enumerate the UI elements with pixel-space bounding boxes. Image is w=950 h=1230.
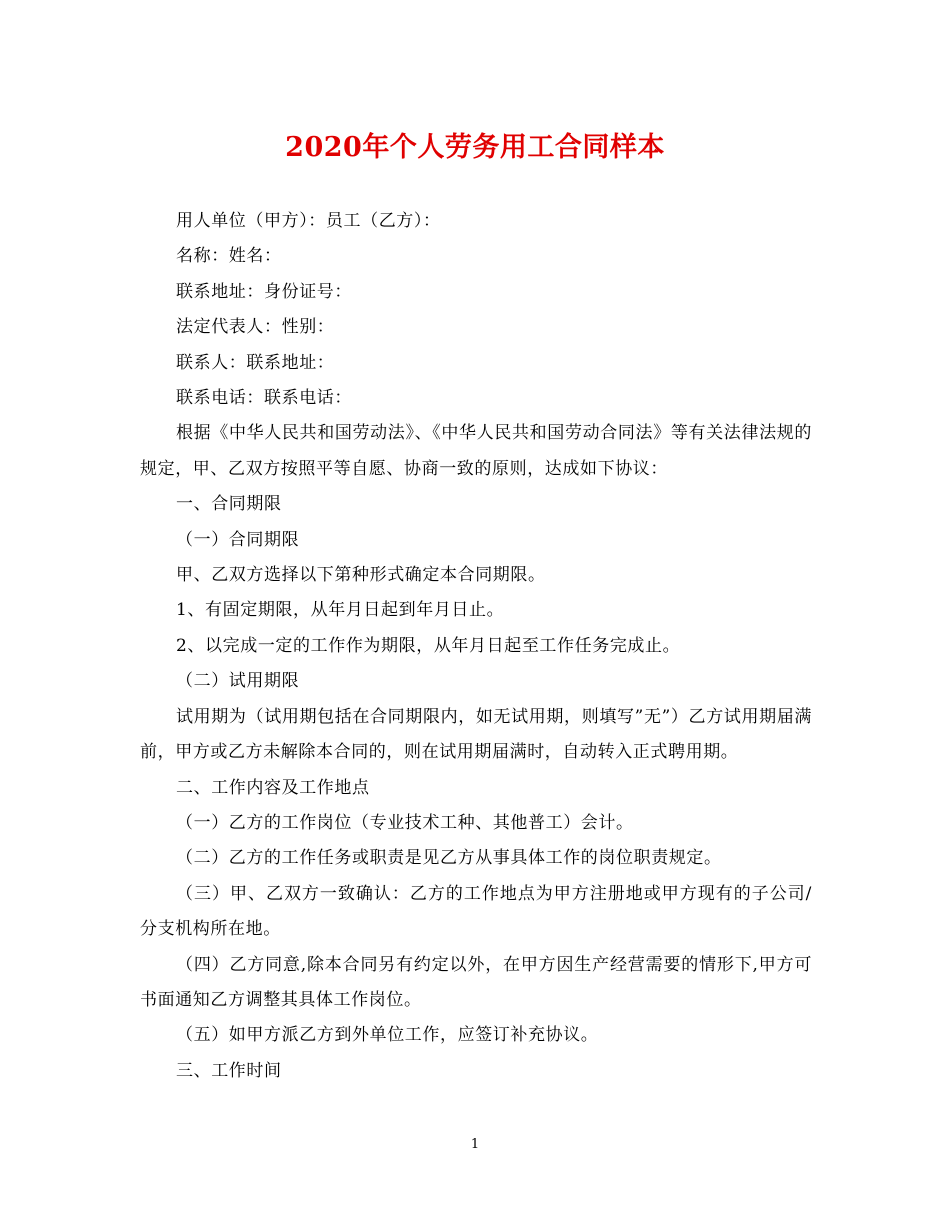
paragraph-external-assignment: （五）如甲方派乙方到外单位工作，应签订补充协议。 — [176, 1025, 599, 1046]
subheading-contract-term: （一）合同期限 — [176, 529, 300, 550]
section-heading-work-content: 二、工作内容及工作地点 — [176, 777, 370, 798]
paragraph-contact-person: 联系人：联系地址： — [176, 352, 335, 373]
paragraph-legal-basis: 根据《中华人民共和国劳动法》、《中华人民共和国劳动合同法》等有关法律法规的规定，甲、乙双方按照平等自愿、协商一致的原则，达成如下协议： — [140, 423, 812, 479]
paragraph-legal-rep-gender: 法定代表人：性别： — [176, 317, 335, 338]
paragraph-work-position: （一）乙方的工作岗位（专业技术工种、其他普工）会计。 — [176, 812, 634, 833]
document-title: 2020年个人劳务用工合同样本 — [285, 132, 665, 163]
document-body — [140, 204, 812, 1089]
subheading-probation: （二）试用期限 — [176, 671, 300, 692]
paragraph-term-form: 甲、乙双方选择以下第种形式确定本合同期限。 — [176, 565, 546, 586]
paragraph-work-location: （三）甲、乙双方一致确认：乙方的工作地点为甲方注册地或甲方现有的子公司/分支机构所在地。 — [140, 883, 812, 940]
section-heading-contract-term: 一、合同期限 — [176, 494, 282, 515]
paragraph-work-duties: （二）乙方的工作任务或职责是见乙方从事具体工作的岗位职责规定。 — [176, 848, 722, 869]
paragraph-address-id: 联系地址：身份证号： — [176, 281, 352, 302]
paragraph-fixed-term: 1、有固定期限，从年月日起到年月日止。 — [176, 600, 505, 621]
paragraph-contact-phone: 联系电话：联系电话： — [176, 388, 352, 409]
paragraph-probation: 试用期为（试用期包括在合同期限内，如无试用期，则填写”无”）乙方试用期届满前，甲方或乙方未解除本合同的，则在试用期届满时，自动转入正式聘用期。 — [140, 706, 812, 763]
section-heading-work-hours: 三、工作时间 — [176, 1060, 282, 1081]
paragraph-employer-employee: 用人单位（甲方）：员工（乙方）： — [176, 211, 441, 231]
page-number: 1 — [470, 1137, 480, 1152]
paragraph-name: 名称：姓名： — [176, 246, 282, 267]
paragraph-task-term: 2、以完成一定的工作作为期限，从年月日起至工作任务完成止。 — [176, 635, 681, 656]
paragraph-position-adjustment: （四）乙方同意,除本合同另有约定以外，在甲方因生产经营需要的情形下,甲方可书面通知乙方调整其具体工作岗位。 — [140, 954, 812, 1010]
